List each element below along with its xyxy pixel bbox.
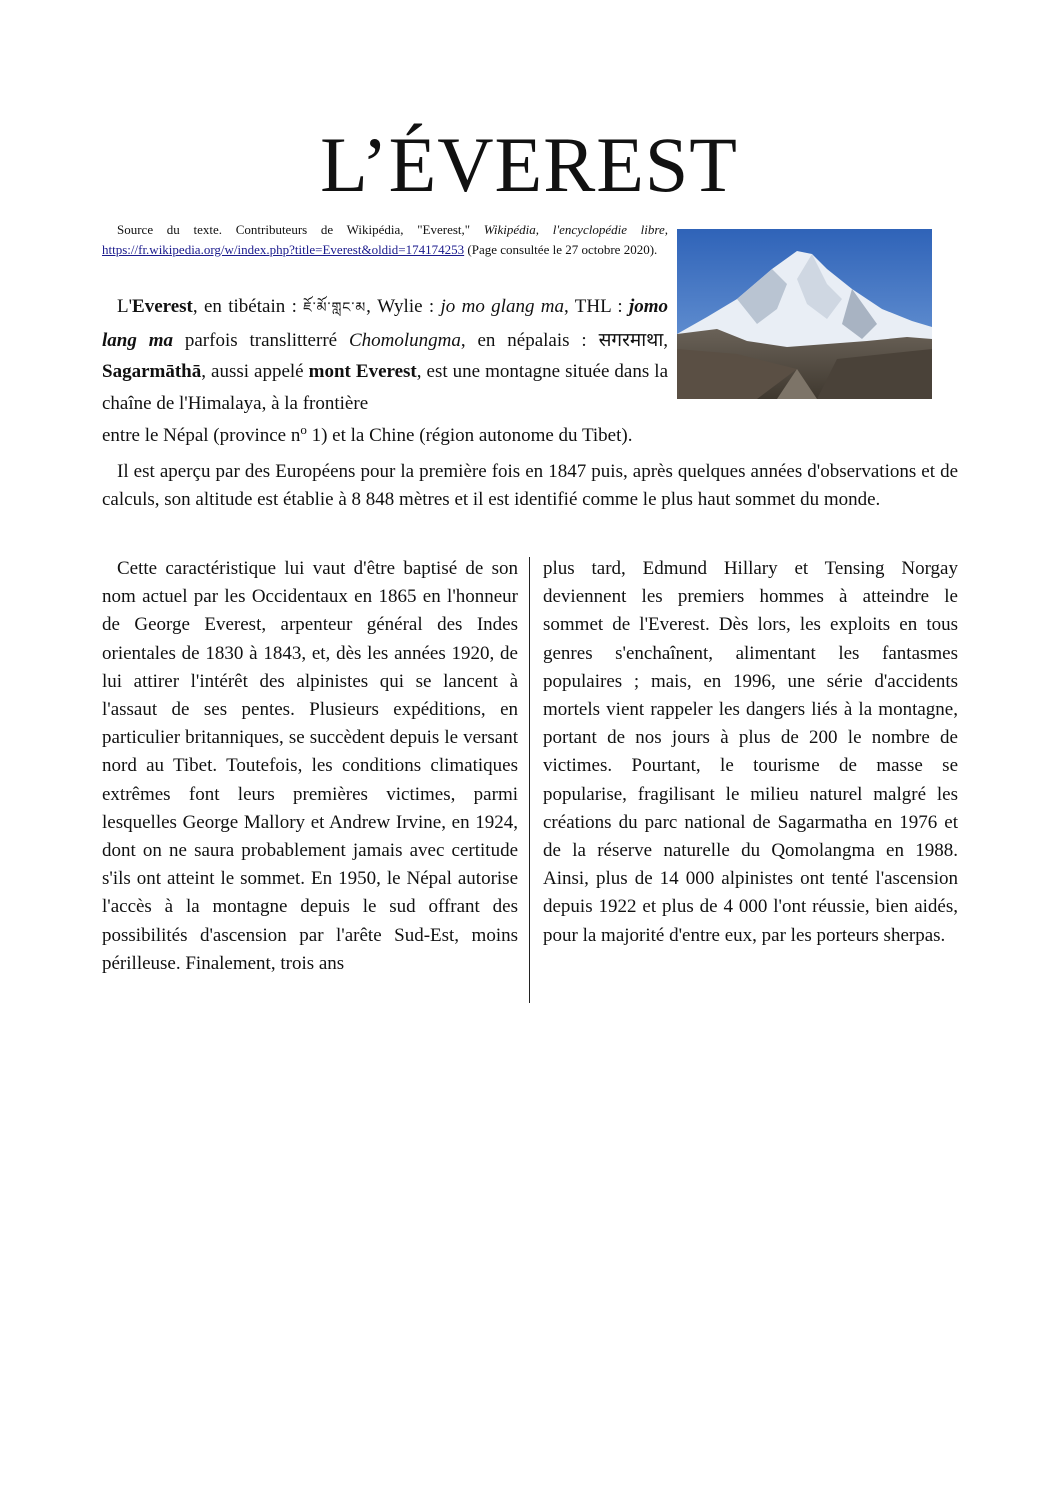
source-work: Wikipédia, l'encyclopédie libre, [483, 222, 668, 237]
term-sagarmatha: Sagarmāthā [102, 361, 202, 382]
intro-text: , [663, 329, 668, 351]
term-everest: Everest [132, 296, 193, 317]
term-mont-everest: mont Everest [308, 361, 417, 382]
column-right: plus tard, Edmund Hillary et Tensing Norgay deviennent les premiers hommes à atteindre le sommet de l'Everest. Dès lors, les exploits en tous genres s'enchaînent, alimentant les fantasmes populaires ; mais, en 1996, une série d'accidents mortels vient rappeler les dangers liés à la montagne, portant de nos jours à plus de 200 le nombre de victimes. Pourtant, le tourisme de masse se popularise, fragilisant le milieu naturel malgré les créations du parc national de Sagarmatha en 1976 et de la réserve naturelle du Qomolangma en 1988. Ainsi, plus de 14 000 alpinistes ont tenté l'ascension depuis 1922 et plus de 4 000 l'ont réussie, bien aidés, pour la majorité d'entre eux, par les porteurs sherpas. [543, 558, 958, 946]
page-title: L’ÉVEREST [320, 121, 738, 208]
source-link[interactable]: https://fr.wikipedia.org/w/index.php?title=Everest&oldid=174174253 [102, 241, 465, 257]
intro-text: , est une montagne située dans la chaîne de l'Himalaya, à la frontière [102, 361, 669, 414]
source-prefix: Source du texte. Contributeurs de Wikipédia, "Everest," [117, 222, 484, 237]
intro-text: parfois translitterré [173, 329, 349, 351]
column-left: Cette caractéristique lui vaut d'être baptisé de son nom actuel par les Occidentaux en 1865 en l'honneur de George Everest, arpenteur général des Indes orientales de 1830 à 1843, et, dès les années 1920, de lui attirer l'intérêt des alpinistes qui se lancent à l'assaut de ses pentes. Plusieurs expéditions, en particulier britanniques, se succèdent depuis le versant nord au Tibet. Toutefois, les conditions climatiques extrêmes font leurs premières victimes, parmi lesquelles George Mallory et Andrew Irvine, en 1924, dont on ne saura probablement jamais avec certitude s'ils ont atteint le sommet. En 1950, le Népal autorise l'accès à la montagne depuis le sud offrant des possibilités d'ascension par l'arête Sud-Est, moins périlleuse. Finalement, trois ans [102, 558, 518, 974]
wylie-term: jo mo glang ma [440, 296, 565, 317]
chomolungma-term: Chomolungma [348, 329, 461, 351]
intro-text: , aussi appelé [201, 361, 309, 382]
everest-photo [677, 229, 932, 399]
thl-term: jomo lang ma [102, 296, 669, 351]
paragraph-discovery: Il est aperçu par des Européens pour la première fois en 1847 puis, après quelques années d'observations et de calculs, son altitude est établie à 8 848 mètres et il est identifié comme le plus haut sommet du monde. [102, 461, 958, 510]
intro-text: 1) et la Chine (région autonome du Tibet). [306, 425, 633, 446]
intro-last-line [102, 414, 742, 452]
intro-text: L' [117, 296, 133, 317]
nepali-script: सगरमाथा [598, 329, 664, 351]
intro-text: , en népalais : [460, 329, 599, 351]
intro-text: , en tibétain : [192, 296, 304, 317]
intro-text: , Wylie : [366, 296, 441, 317]
tibetan-script: ཇོ་མོ་གླང་མ [303, 300, 367, 316]
superscript: o [300, 422, 307, 437]
source-suffix: (Page consultée le 27 octobre 2020). [464, 241, 658, 257]
intro-text: , THL : [564, 296, 629, 317]
source-citation [102, 220, 668, 259]
column-divider [529, 557, 530, 1003]
intro-paragraph [102, 291, 668, 419]
intro-text: entre le Népal (province n [102, 425, 301, 446]
